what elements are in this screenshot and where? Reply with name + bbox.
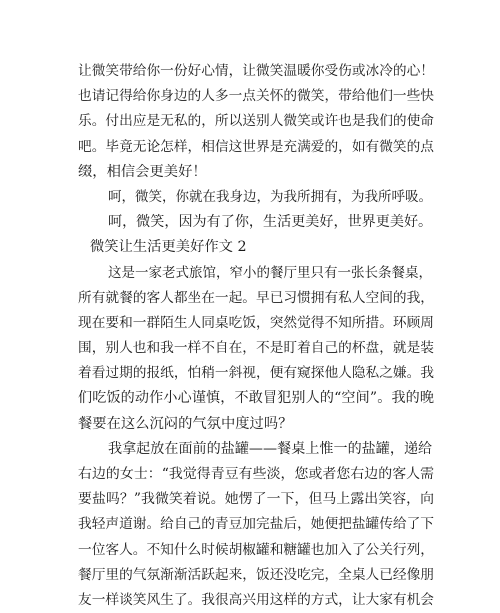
text-line: 要盐吗？”我微笑着说。她愣了一下，但马上露出笑容，向 bbox=[78, 491, 434, 508]
text-line: 围，别人也和我一样不自在，不是盯着自己的杯盘，就是装 bbox=[78, 340, 434, 357]
text-line: 让微笑带给你一份好心情，让微笑温暖你受伤或冰冷的心！ bbox=[78, 63, 434, 79]
text-line: 们吃饭的动作小心谨慎，不敢冒犯别人的“空间”。我的晚 bbox=[78, 390, 434, 407]
text-line: 这是一家老式旅馆，窄小的餐厅里只有一张长条餐桌， bbox=[108, 264, 432, 281]
text-line: 缀，相信会更美好！ bbox=[78, 163, 207, 180]
text-line: 我轻声道谢。给自己的青豆加完盐后，她便把盐罐传给了下 bbox=[78, 516, 434, 533]
text-line: 餐要在这么沉闷的气氛中度过吗？ bbox=[78, 415, 293, 432]
text-line: 也请记得给你身边的人多一点关怀的微笑，带给他们一些快 bbox=[78, 88, 434, 105]
section-heading: 微笑让生活更美好作文 2 bbox=[90, 239, 247, 256]
text-line: 我拿起放在面前的盐罐——餐桌上惟一的盐罐，递给 bbox=[108, 440, 433, 457]
text-line: 着看过期的报纸，怕稍一斜视，便有窥探他人隐私之嫌。我 bbox=[78, 365, 434, 382]
text-line: 现在要和一群陌生人同桌吃饭，突然觉得不知所措。环顾周 bbox=[78, 314, 434, 331]
text-line: 呵，微笑，你就在我身边，为我所拥有，为我所呼吸。 bbox=[108, 188, 432, 205]
text-line: 乐。付出应是无私的，所以送别人微笑或许也是我们的使命 bbox=[78, 113, 434, 130]
text-line: 呵，微笑，因为有了你，生活更美好，世界更美好。 bbox=[108, 214, 433, 231]
text-line: 友一样谈笑风生了。我很高兴用这样的方式，让大家有机会 bbox=[78, 591, 434, 608]
text-line: 吧。毕竟无论怎样，相信这世界是充满爱的，如有微笑的点 bbox=[78, 138, 434, 155]
text-line: 右边的女士：“我觉得青豆有些淡，您或者您右边的客人需 bbox=[78, 466, 434, 482]
text-line: 餐厅里的气氛渐渐活跃起来，饭还没吃完，全桌人已经像朋 bbox=[78, 566, 434, 583]
essay-body bbox=[78, 59, 434, 613]
text-line: 所有就餐的客人都坐在一起。早已习惯拥有私人空间的我， bbox=[78, 289, 434, 306]
text-line: 一位客人。不知什么时候胡椒罐和糖罐也加入了公关行列， bbox=[78, 541, 434, 558]
